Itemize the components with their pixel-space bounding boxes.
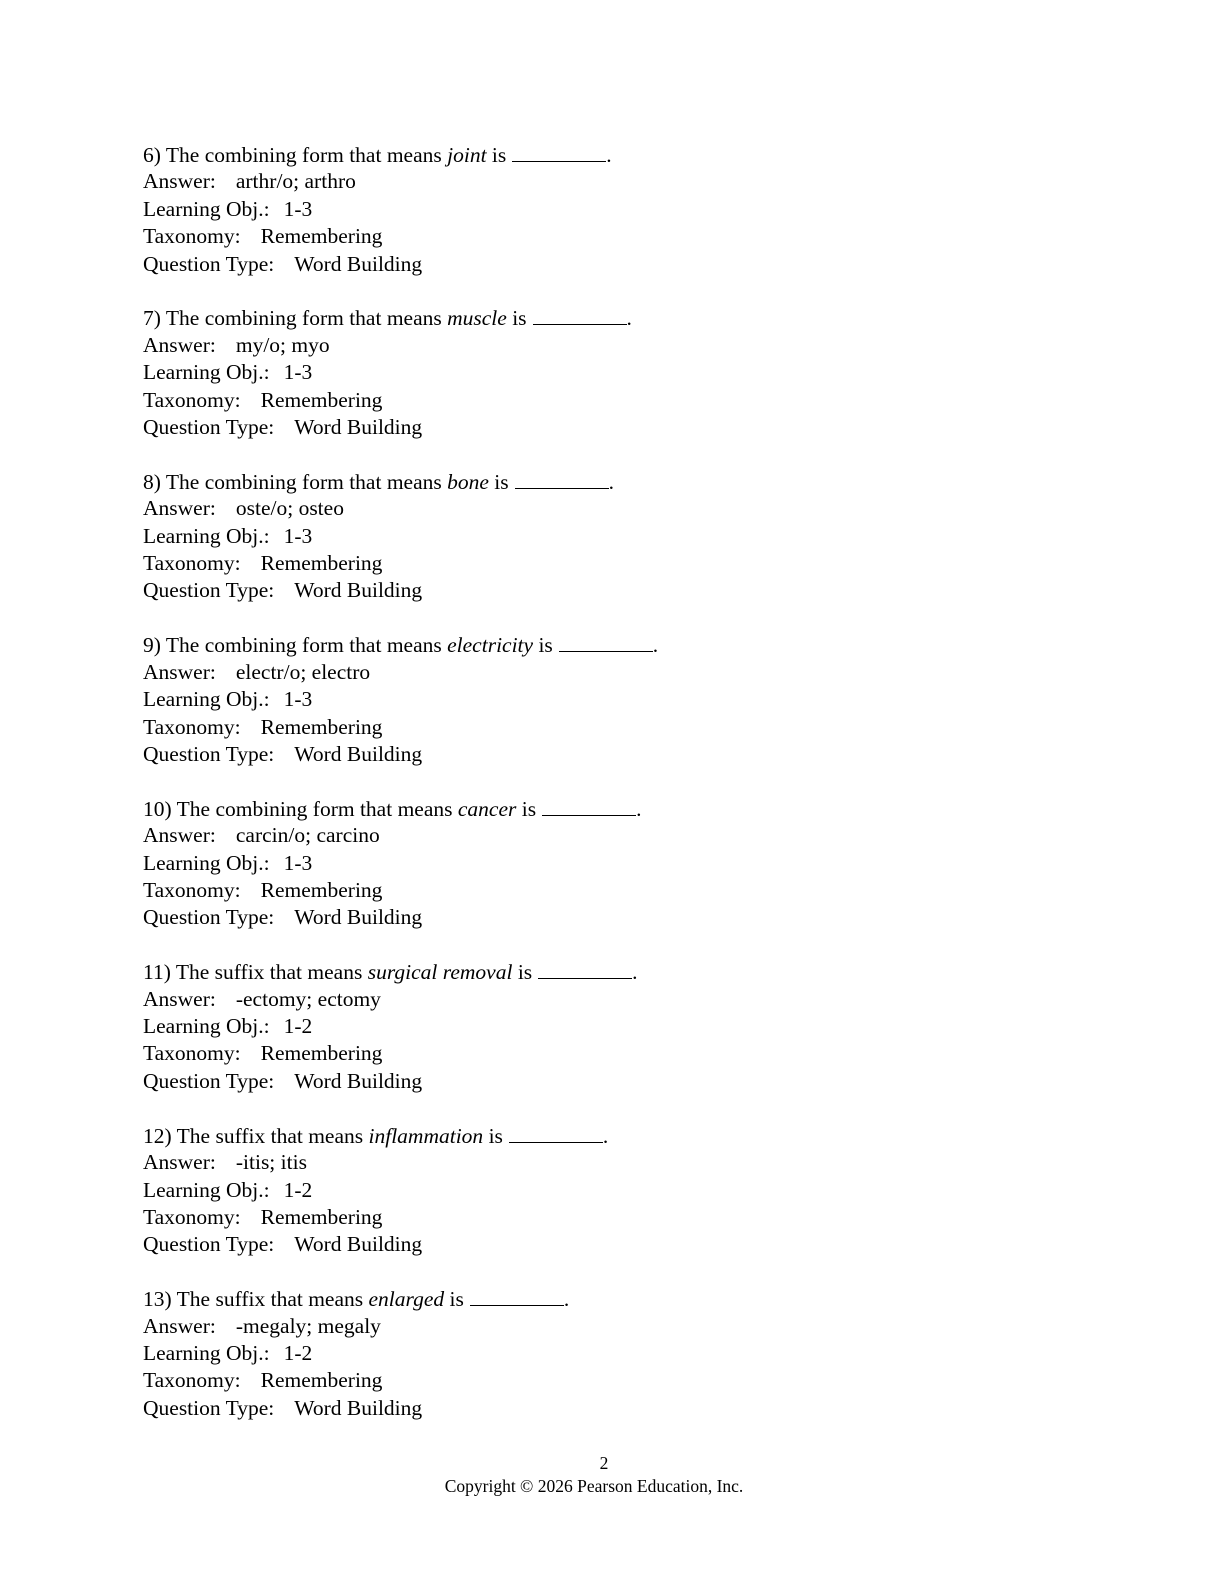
answer-label: Answer: [143,1313,216,1338]
taxonomy-value: Remembering [260,224,383,249]
question-prefix: 13) The suffix that means [143,1287,369,1312]
learning-obj-value: 1-2 [283,1014,313,1039]
question-item [143,468,1103,605]
question-type-value: Word Building [294,1232,423,1257]
copyright-notice: Copyright © 2026 Pearson Education, Inc. [444,1476,744,1496]
question-type-label: Question Type: [143,251,275,276]
learning-obj-value: 1-2 [283,1177,313,1202]
question-type-line [143,251,1103,278]
answer-value: -itis; itis [235,1150,307,1175]
question-type-value: Word Building [294,905,423,930]
answer-blank [509,1122,603,1143]
question-item [143,1122,1103,1259]
learning-obj-label: Learning Obj.: [143,1340,270,1365]
question-type-line [143,1068,1103,1095]
answer-blank [559,631,653,652]
question-suffix: is [488,469,509,494]
question-suffix: is [483,1123,503,1148]
learning-obj-line [143,359,1103,386]
question-item [143,141,1103,278]
question-prefix: 7) The combining form that means [143,306,448,331]
question-term: muscle [447,306,507,331]
question-period: . [563,1287,570,1312]
taxonomy-value: Remembering [260,551,383,576]
question-period: . [608,469,615,494]
learning-obj-label: Learning Obj.: [143,196,270,221]
answer-label: Answer: [143,1150,216,1175]
question-term: enlarged [368,1287,445,1312]
answer-blank [515,468,609,489]
answer-blank [512,141,606,162]
taxonomy-line [143,877,1103,904]
question-term: joint [447,143,487,167]
learning-obj-label: Learning Obj.: [143,687,270,712]
question-stem [143,1122,1103,1149]
question-item [143,795,1103,932]
question-period: . [626,306,632,331]
question-prefix: 8) The combining form that means [143,469,448,494]
question-term: inflammation [368,1123,484,1148]
taxonomy-value: Remembering [260,387,383,412]
learning-obj-value: 1-3 [283,523,313,548]
question-type-label: Question Type: [143,905,275,930]
answer-value: oste/o; osteo [235,496,344,521]
question-item [143,958,1103,1095]
answer-line [143,822,1103,849]
question-stem [143,304,1103,331]
taxonomy-line [143,1204,1103,1231]
question-stem [143,1285,1103,1312]
question-suffix: is [506,306,527,331]
learning-obj-value: 1-3 [283,850,313,875]
answer-line [143,1313,1103,1340]
question-type-value: Word Building [294,1395,423,1420]
question-type-line [143,1231,1103,1258]
taxonomy-label: Taxonomy: [143,714,241,739]
answer-label: Answer: [143,986,216,1011]
question-type-label: Question Type: [143,1395,275,1420]
question-list [143,141,1103,1449]
taxonomy-label: Taxonomy: [143,1041,241,1066]
taxonomy-line [143,550,1103,577]
answer-value: my/o; myo [235,332,330,357]
question-item [143,1285,1103,1422]
taxonomy-value: Remembering [260,714,383,739]
taxonomy-line [143,223,1103,250]
answer-label: Answer: [143,496,216,521]
page-number: 2 [599,1453,609,1473]
question-stem [143,958,1103,985]
taxonomy-label: Taxonomy: [143,1204,241,1229]
learning-obj-value: 1-3 [283,360,313,385]
answer-line [143,659,1103,686]
learning-obj-line [143,523,1103,550]
question-type-label: Question Type: [143,415,275,440]
learning-obj-line [143,850,1103,877]
answer-line [143,986,1103,1013]
taxonomy-value: Remembering [260,877,383,902]
question-prefix: 12) The suffix that means [143,1123,369,1148]
answer-label: Answer: [143,823,216,848]
answer-value: electr/o; electro [235,659,371,684]
question-type-label: Question Type: [143,741,275,766]
question-suffix: is [512,960,533,985]
question-type-label: Question Type: [143,1232,275,1257]
learning-obj-label: Learning Obj.: [143,523,270,548]
taxonomy-line [143,1040,1103,1067]
question-term: surgical removal [367,960,513,985]
question-term: bone [447,469,489,494]
learning-obj-line [143,1013,1103,1040]
question-stem [143,795,1103,822]
answer-line [143,1149,1103,1176]
question-type-line [143,414,1103,441]
answer-label: Answer: [143,659,216,684]
question-type-line [143,741,1103,768]
taxonomy-line [143,1367,1103,1394]
question-period: . [652,633,659,658]
answer-blank [470,1285,564,1306]
learning-obj-line [143,1177,1103,1204]
question-type-label: Question Type: [143,578,275,603]
taxonomy-label: Taxonomy: [143,387,241,412]
answer-line [143,168,1103,195]
question-stem [143,141,1103,168]
question-term: electricity [447,633,534,658]
question-term: cancer [457,796,517,821]
taxonomy-line [143,387,1103,414]
answer-line [143,332,1103,359]
question-suffix: is [486,143,507,167]
question-period: . [632,960,638,985]
question-item [143,631,1103,768]
learning-obj-value: 1-2 [283,1340,313,1365]
question-prefix: 11) The suffix that means [143,960,368,985]
question-prefix: 10) The combining form that means [143,796,458,821]
question-suffix: is [516,796,537,821]
question-type-value: Word Building [294,741,423,766]
taxonomy-value: Remembering [260,1041,383,1066]
question-suffix: is [533,633,553,658]
question-type-value: Word Building [294,415,423,440]
learning-obj-label: Learning Obj.: [143,1014,270,1039]
learning-obj-line [143,1340,1103,1367]
question-period: . [606,143,612,167]
question-suffix: is [444,1287,464,1312]
learning-obj-label: Learning Obj.: [143,1177,270,1202]
question-type-line [143,1395,1103,1422]
learning-obj-label: Learning Obj.: [143,850,270,875]
question-period: . [602,1123,609,1148]
question-type-value: Word Building [294,578,423,603]
taxonomy-value: Remembering [260,1204,383,1229]
learning-obj-line [143,196,1103,223]
question-type-line [143,904,1103,931]
answer-value: arthr/o; arthro [235,169,356,194]
question-type-value: Word Building [294,1068,423,1093]
question-stem [143,468,1103,495]
answer-value: carcin/o; carcino [235,823,380,848]
taxonomy-label: Taxonomy: [143,877,241,902]
question-stem [143,631,1103,658]
taxonomy-label: Taxonomy: [143,224,241,249]
answer-label: Answer: [143,332,216,357]
taxonomy-line [143,714,1103,741]
question-item [143,304,1103,441]
answer-value: -megaly; megaly [235,1313,381,1338]
learning-obj-value: 1-3 [283,196,313,221]
answer-blank [538,958,632,979]
question-prefix: 9) The combining form that means [143,633,448,658]
taxonomy-label: Taxonomy: [143,551,241,576]
answer-line [143,495,1103,522]
taxonomy-value: Remembering [260,1368,383,1393]
answer-label: Answer: [143,169,216,194]
question-period: . [636,796,642,821]
learning-obj-value: 1-3 [283,687,313,712]
answer-blank [542,795,636,816]
question-type-line [143,577,1103,604]
answer-blank [533,304,627,325]
question-type-value: Word Building [294,251,423,276]
taxonomy-label: Taxonomy: [143,1368,241,1393]
question-type-label: Question Type: [143,1068,275,1093]
learning-obj-label: Learning Obj.: [143,360,270,385]
question-prefix: 6) The combining form that means [143,143,448,167]
answer-value: -ectomy; ectomy [235,986,381,1011]
learning-obj-line [143,686,1103,713]
